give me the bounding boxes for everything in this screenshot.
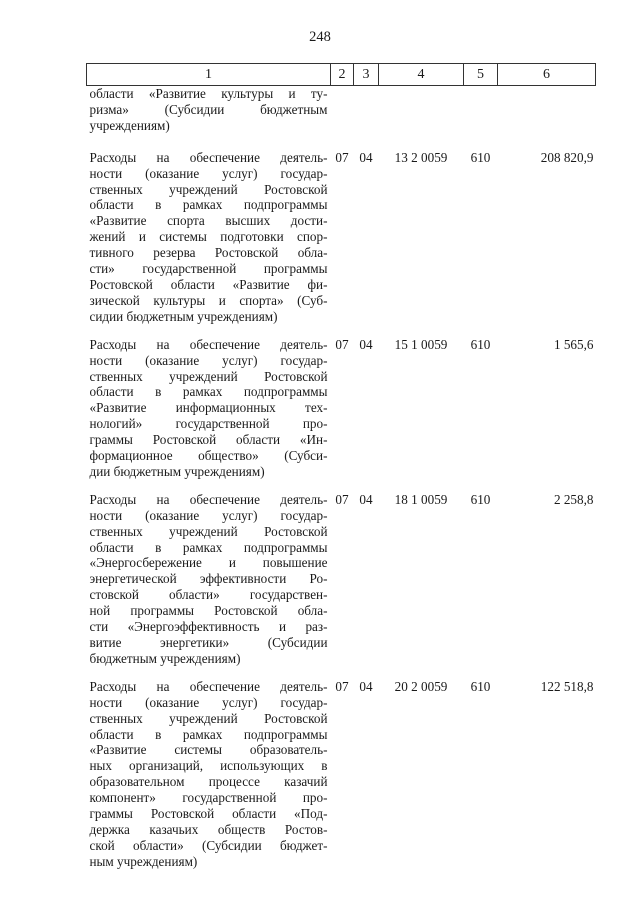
description-line: Расходы на обеспечение деятель- <box>89 678 328 694</box>
description-line: сти «Энергоэффективность и раз- <box>89 619 328 635</box>
section-code: 07 <box>335 678 349 694</box>
description-line: Расходы на обеспечение деятель- <box>89 336 328 352</box>
description-line: держка казачьих обществ Ростов- <box>89 821 328 837</box>
description-line: ственных учреждений Ростовской <box>89 181 328 197</box>
description-line: ности (оказание услуг) государ- <box>89 694 328 710</box>
target-article-code <box>379 86 464 150</box>
expense-type-code: 610 <box>470 149 491 165</box>
amount: 1 565,6 <box>553 336 594 352</box>
description-line: области в рамках подпрограммы <box>89 539 328 555</box>
description-line: «Развитие спорта высших дости- <box>89 213 328 229</box>
description-line: области в рамках подпрограммы <box>89 197 328 213</box>
description-line: Расходы на обеспечение деятель- <box>89 491 328 507</box>
row-description <box>87 150 331 337</box>
description-line: компонент» государственной про- <box>89 790 328 806</box>
description-line: «Энергосбережение и повышение <box>89 555 328 571</box>
description-line: ным учреждениям) <box>89 853 198 869</box>
table-row <box>87 86 596 150</box>
description-line: формационное общество» (Субси- <box>89 448 328 464</box>
expense-type-code: 610 <box>470 491 491 507</box>
header-col-3: 3 <box>354 64 379 86</box>
description-line: ской области» (Субсидии бюджет- <box>89 837 328 853</box>
table-row <box>87 337 596 492</box>
target-article-code: 13 2 0059 <box>394 149 448 165</box>
table-row <box>87 150 596 337</box>
table-body <box>87 86 596 870</box>
row-description <box>87 337 331 492</box>
section-code: 07 <box>335 149 349 165</box>
section-code: 07 <box>335 336 349 352</box>
description-line: ственных учреждений Ростовской <box>89 710 328 726</box>
description-line: витие энергетики» (Субсидии <box>89 635 328 650</box>
description-line: ственных учреждений Ростовской <box>89 523 328 539</box>
expense-type-code: 610 <box>470 336 491 352</box>
amount: 208 820,9 <box>540 149 594 165</box>
description-line: ственных учреждений Ростовской <box>89 368 328 384</box>
header-col-5: 5 <box>464 64 498 86</box>
subsection-code: 04 <box>359 491 373 507</box>
description-line: нологий» государственной про- <box>89 416 328 432</box>
description-line: Ростовской области «Развитие фи- <box>89 276 328 292</box>
description-line: учреждениям) <box>89 117 170 133</box>
description-line: области в рамках подпрограммы <box>89 726 328 742</box>
section-code <box>331 86 354 150</box>
description-line: ности (оказание услуг) государ- <box>89 507 328 523</box>
table-row <box>87 679 596 870</box>
description-line: образовательном процессе казачий <box>89 774 328 790</box>
description-line: «Развитие информационных тех- <box>89 400 328 416</box>
subsection-code: 04 <box>359 678 373 694</box>
expense-type-code: 610 <box>470 678 491 694</box>
target-article-code: 18 1 0059 <box>394 491 448 507</box>
header-col-2: 2 <box>331 64 354 86</box>
subsection-code: 04 <box>359 149 373 165</box>
description-line: области «Развитие культуры и ту- <box>89 86 328 101</box>
table-header <box>87 64 596 86</box>
amount <box>498 86 596 150</box>
description-line: граммы Ростовской области «Под- <box>89 806 328 822</box>
row-description <box>87 86 331 150</box>
amount: 122 518,8 <box>540 678 594 694</box>
amount: 2 258,8 <box>553 491 594 507</box>
description-line: сти» государственной программы <box>89 261 328 277</box>
target-article-code: 15 1 0059 <box>394 336 448 352</box>
subsection-code: 04 <box>359 336 373 352</box>
page-number: 248 <box>309 29 331 45</box>
expense-type-code <box>464 86 498 150</box>
description-line: стовской области» государствен- <box>89 587 328 603</box>
description-line: ности (оказание услуг) государ- <box>89 165 328 181</box>
description-line: граммы Ростовской области «Ин- <box>89 432 328 448</box>
subsection-code <box>354 86 379 150</box>
description-line: сидии бюджетным учреждениям) <box>89 308 278 324</box>
target-article-code: 20 2 0059 <box>394 678 448 694</box>
description-line: дии бюджетным учреждениям) <box>89 463 265 479</box>
description-line: ных организаций, использующих в <box>89 758 328 774</box>
description-line: ризма» (Субсидии бюджетным <box>89 101 328 117</box>
description-line: ности (оказание услуг) государ- <box>89 352 328 368</box>
description-line: бюджетным учреждениям) <box>89 650 241 666</box>
description-line: тивного резерва Ростовской обла- <box>89 245 328 261</box>
description-line: жений и системы подготовки спор- <box>89 229 328 245</box>
description-line: «Развитие системы образователь- <box>89 742 328 758</box>
header-col-4: 4 <box>379 64 464 86</box>
row-description <box>87 492 331 679</box>
section-code: 07 <box>335 491 349 507</box>
description-line: области в рамках подпрограммы <box>89 384 328 400</box>
description-line: Расходы на обеспечение деятель- <box>89 149 328 165</box>
budget-table <box>86 63 596 870</box>
header-col-1: 1 <box>87 64 331 86</box>
description-line: зической культуры и спорта» (Суб- <box>89 292 328 308</box>
row-description <box>87 679 331 870</box>
table-row <box>87 492 596 679</box>
description-line: энергетической эффективности Ро- <box>89 571 328 587</box>
header-col-6: 6 <box>498 64 596 86</box>
description-line: ной программы Ростовской обла- <box>89 603 328 619</box>
